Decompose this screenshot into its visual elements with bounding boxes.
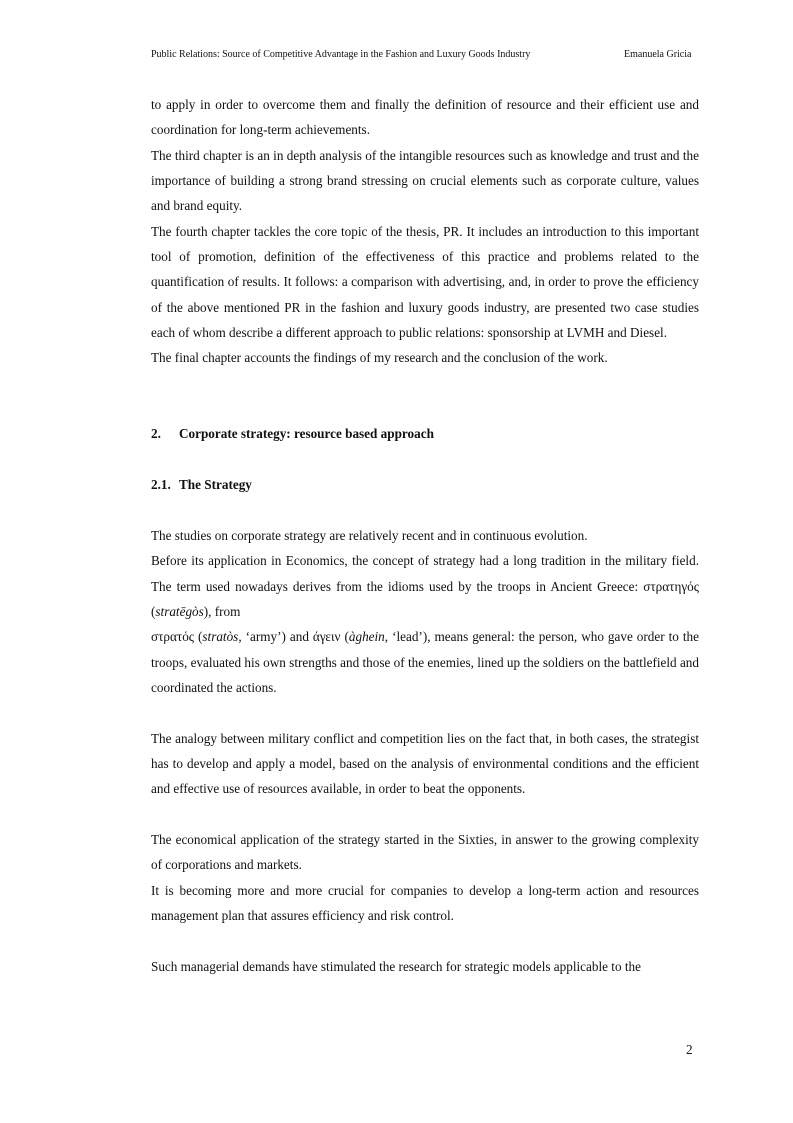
page-number: 2	[686, 1042, 693, 1057]
spacer	[151, 396, 699, 421]
transliteration: àghein	[348, 629, 385, 645]
paragraph-chapter-intro-end: to apply in order to overcome them and finally the definition of resource and their efficient use and coordination for long-term achievements.	[151, 97, 699, 138]
subsection-number: 2.1.	[151, 477, 171, 493]
spacer	[151, 447, 699, 472]
paragraph-strategy-origin: Before its application in Economics, the concept of strategy had a long tradition in the military field. The term used nowadays derives from the idioms used by the troops in Ancient Greece: στρατηγός (stratēgòs), from	[151, 553, 699, 619]
paragraph-sixties: The economical application of the strategy started in the Sixties, in answer to the growing complexity of corporations and markets.	[151, 831, 699, 873]
section-number: 2.	[151, 426, 161, 442]
transliteration: stratòs	[202, 629, 239, 645]
transliteration: stratēgòs	[155, 603, 204, 619]
page-body	[151, 92, 699, 979]
subsection-heading	[151, 472, 699, 497]
spacer	[151, 371, 699, 396]
spacer	[151, 802, 699, 827]
paragraph-stratos-definition: στρατός (stratòs, ‘army’) and άγειν (àghein, ‘lead’), means general: the person, who gave order to the troops, evaluated his own strengths and those of the enemies, lined up the soldiers on the battlefield and coordinated the actions.	[151, 629, 699, 695]
header-author: Emanuela Gricia	[624, 49, 692, 60]
spacer	[151, 928, 699, 953]
spacer	[151, 700, 699, 725]
paragraph-strategy-studies: The studies on corporate strategy are relatively recent and in continuous evolution.	[151, 527, 588, 543]
section-title: Corporate strategy: resource based approach	[179, 426, 434, 442]
header-title: Public Relations: Source of Competitive Advantage in the Fashion and Luxury Goods Industry	[151, 49, 531, 60]
subsection-title: The Strategy	[179, 477, 252, 493]
paragraph-managerial-demands: Such managerial demands have stimulated the research for strategic models applicable to the	[151, 958, 641, 974]
paragraph-long-term-plan: It is becoming more and more crucial for companies to develop a long-term action and resources management plan that assures efficiency and risk control.	[151, 882, 699, 923]
spacer	[151, 498, 699, 523]
paragraph-third-chapter: The third chapter is an in depth analysis of the intangible resources such as knowledge and trust and the importance of building a strong brand stressing on crucial elements such as corporate culture, values and brand equity.	[151, 147, 699, 214]
paragraph-final-chapter: The final chapter accounts the findings of my research and the conclusion of the work.	[151, 350, 608, 366]
header-rule	[150, 76, 699, 77]
running-header	[151, 48, 697, 64]
paragraph-military-analogy: The analogy between military conflict and competition lies on the fact that, in both cases, the strategist has to develop and apply a model, based on the analysis of environmental conditions and the efficient and effective use of resources available, in order to beat the opponents.	[151, 730, 699, 797]
section-heading	[151, 421, 699, 446]
paragraph-fourth-chapter: The fourth chapter tackles the core topic of the thesis, PR. It includes an introduction to this important tool of promotion, definition of the effectiveness of this practice and problems related to the quantification of results. It follows: a comparison with advertising, and, in order to prove the efficiency of the above mentioned PR in the fashion and luxury goods industry, are presented two case studies each of whom describe a different approach to public relations: sponsorship at LVMH and Diesel.	[151, 223, 699, 341]
